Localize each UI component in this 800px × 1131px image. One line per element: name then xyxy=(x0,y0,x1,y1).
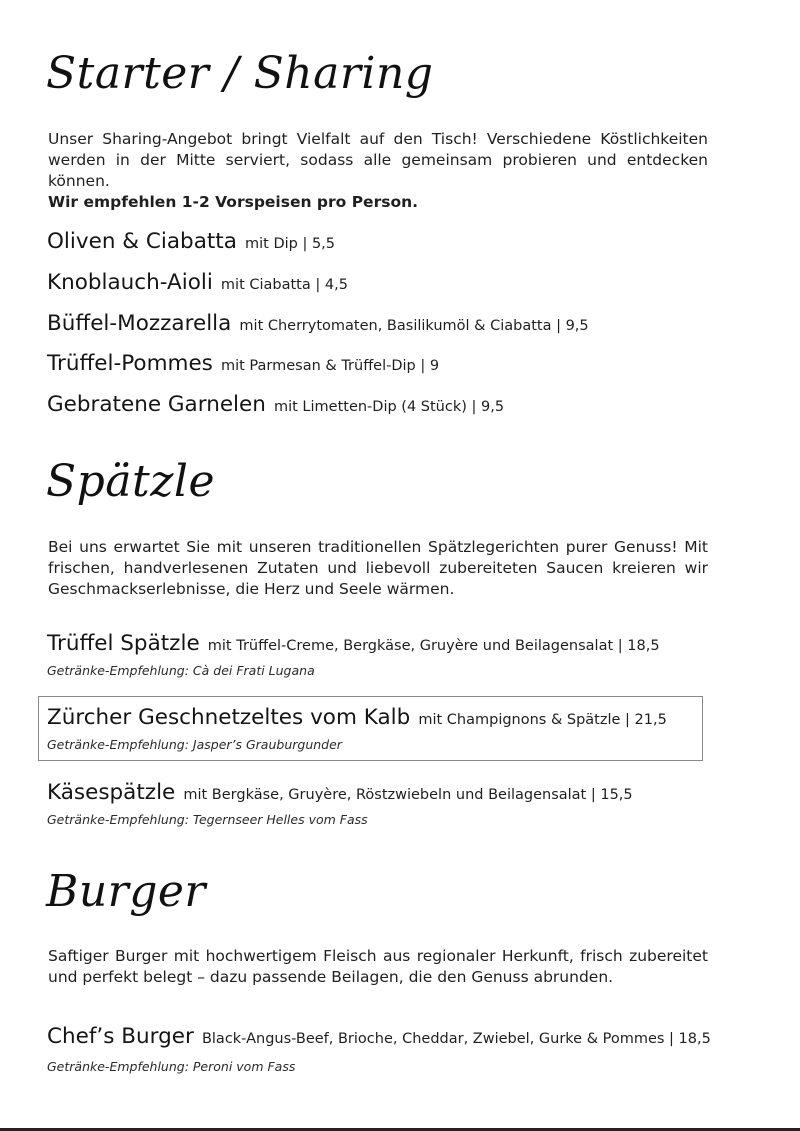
item-description: mit Bergkäse, Gruyère, Röstzwiebeln und Beilagensalat | 15,5 xyxy=(183,787,633,803)
section-title-spaetzle: Spätzle xyxy=(46,456,216,507)
intro-recommendation: Wir empfehlen 1-2 Vorspeisen pro Person. xyxy=(48,193,419,211)
item-description: mit Parmesan & Trüffel-Dip | 9 xyxy=(220,358,440,374)
item-description: mit Dip | 5,5 xyxy=(245,236,336,252)
menu-item xyxy=(47,229,335,255)
item-description: Black-Angus-Beef, Brioche, Cheddar, Zwiebel, Gurke & Pommes | 18,5 xyxy=(201,1031,711,1047)
drink-pairing: Getränke-Empfehlung: Jasper’s Grauburgunder xyxy=(47,736,342,752)
drink-pairing: Getränke-Empfehlung: Peroni vom Fass xyxy=(47,1058,296,1074)
menu-item xyxy=(47,780,633,827)
item-description: mit Limetten-Dip (4 Stück) | 9,5 xyxy=(273,399,505,415)
menu-item xyxy=(47,631,660,678)
menu-item-highlighted xyxy=(47,705,667,752)
section-intro-starter xyxy=(48,129,708,213)
section-intro-spaetzle: Bei uns erwartet Sie mit unseren traditionellen Spätzlegerichten purer Genuss! Mit frischen, handverlesenen Zutaten und liebevoll zubereiteten Saucen kreieren wir Geschmackserlebnisse, die Herz und Seele wärmen. xyxy=(48,538,708,598)
drink-pairing: Getränke-Empfehlung: Cà dei Frati Lugana xyxy=(47,662,315,678)
item-name: Trüffel-Pommes xyxy=(47,351,213,376)
section-title-starter: Starter / Sharing xyxy=(46,48,434,99)
item-name: Zürcher Geschnetzeltes vom Kalb xyxy=(47,705,411,730)
item-name: Käsespätzle xyxy=(47,780,176,805)
menu-item xyxy=(47,1024,711,1074)
item-description: mit Trüffel-Creme, Bergkäse, Gruyère und Beilagensalat | 18,5 xyxy=(207,638,660,654)
item-name: Knoblauch-Aioli xyxy=(47,270,213,295)
section-intro-burger: Saftiger Burger mit hochwertigem Fleisch aus regionaler Herkunft, frisch zubereitet und perfekt belegt – dazu passende Beilagen, die den Genuss abrunden. xyxy=(48,947,708,986)
item-name: Chef’s Burger xyxy=(47,1024,194,1049)
item-description: mit Champignons & Spätzle | 21,5 xyxy=(418,712,667,728)
item-name: Gebratene Garnelen xyxy=(47,392,266,417)
menu-item xyxy=(47,270,348,296)
item-description: mit Cherrytomaten, Basilikumöl & Ciabatta | 9,5 xyxy=(239,318,589,334)
intro-text: Unser Sharing-Angebot bringt Vielfalt auf den Tisch! Verschiedene Köstlichkeiten werden in der Mitte serviert, sodass alle gemeinsam probieren und entdecken können. xyxy=(48,130,708,190)
item-name: Büffel-Mozzarella xyxy=(47,311,232,336)
menu-item xyxy=(47,392,504,418)
item-name: Oliven & Ciabatta xyxy=(47,229,237,254)
menu-item xyxy=(47,351,439,377)
item-name: Trüffel Spätzle xyxy=(47,631,200,656)
drink-pairing: Getränke-Empfehlung: Tegernseer Helles vom Fass xyxy=(47,811,368,827)
section-title-burger: Burger xyxy=(46,866,206,917)
menu-item xyxy=(47,311,589,337)
item-description: mit Ciabatta | 4,5 xyxy=(220,277,348,293)
